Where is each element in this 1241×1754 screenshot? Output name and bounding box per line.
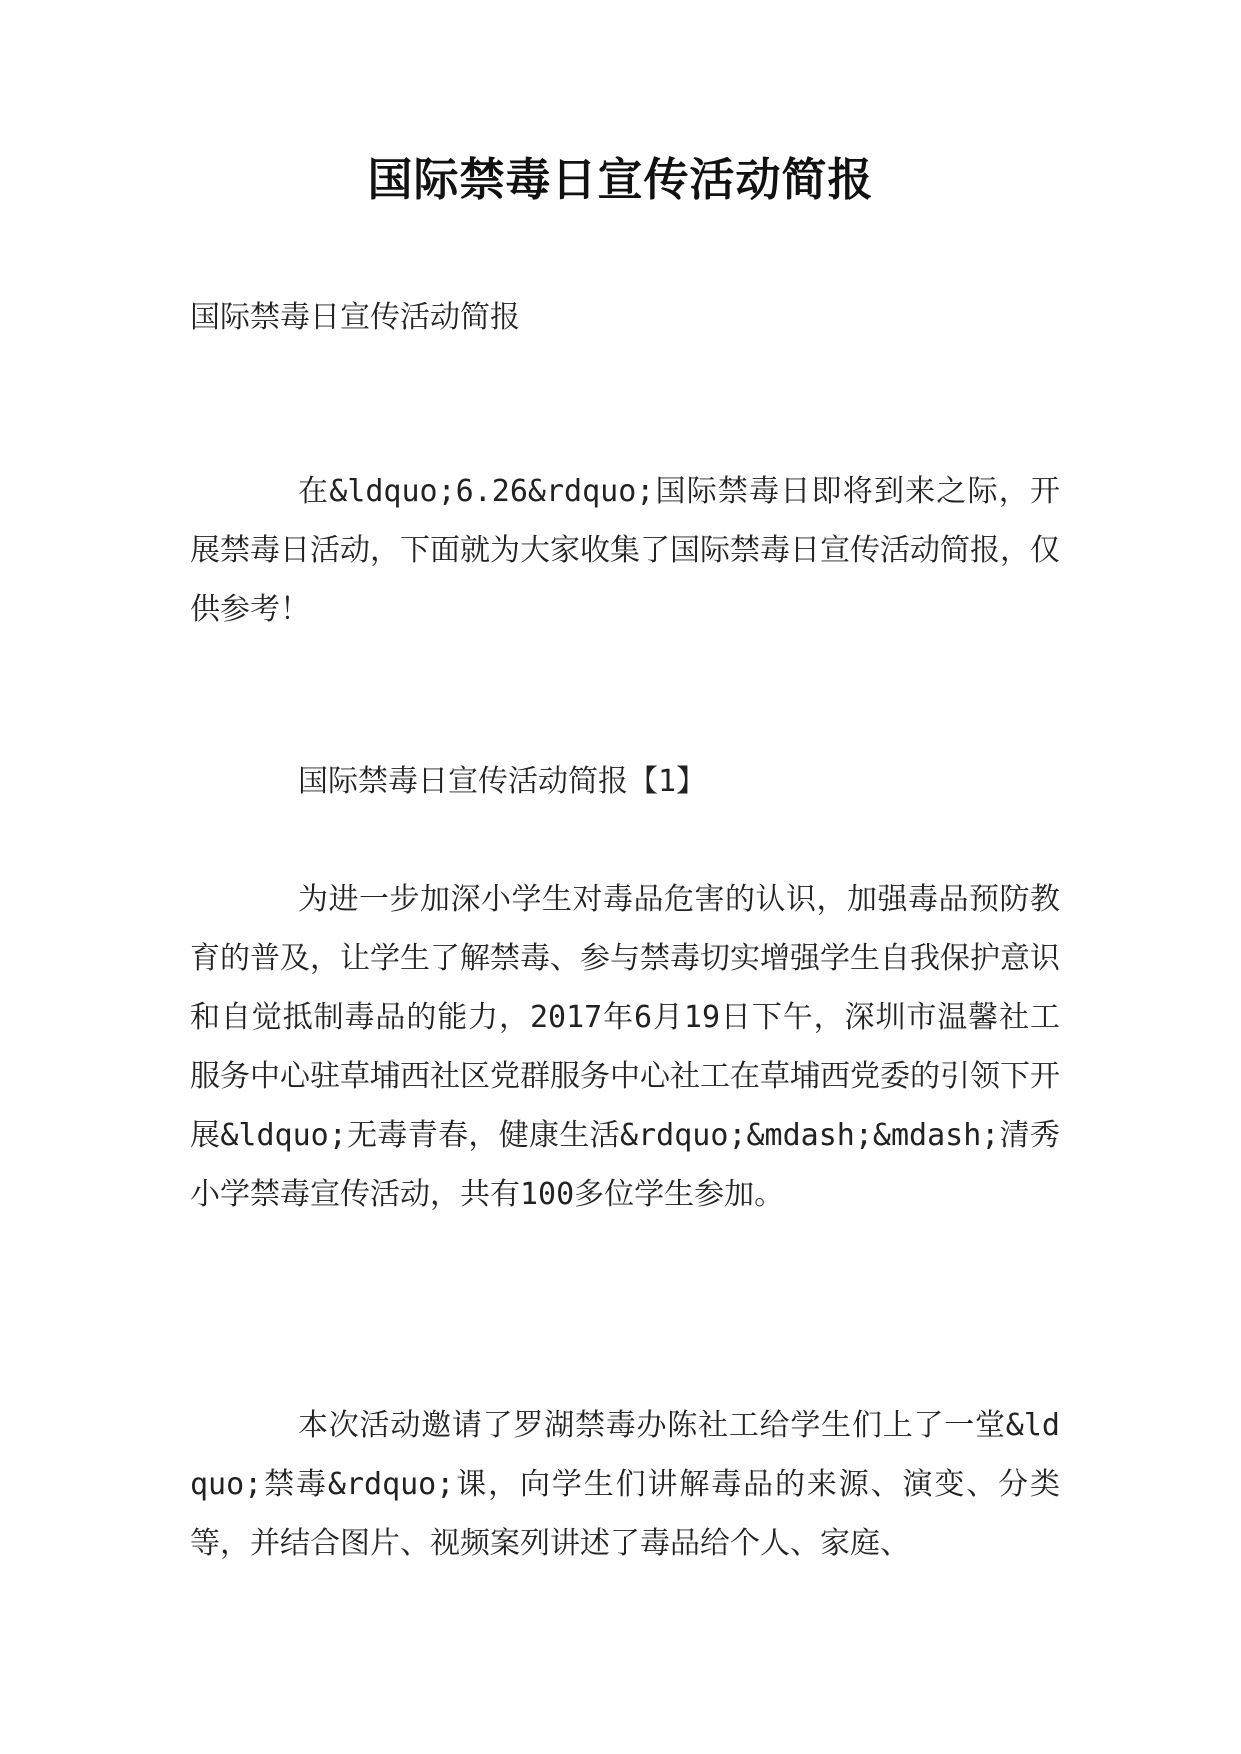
body-paragraph-2: 本次活动邀请了罗湖禁毒办陈社工给学生们上了一堂&ldquo;禁毒&rdquo;课，向学生们讲解毒品的来源、演变、分类等，并结合图片、视频案列讲述了毒品给个人、家庭、 bbox=[190, 1408, 1060, 1561]
body-paragraph-1: 为进一步加深小学生对毒品危害的认识，加强毒品预防教育的普及，让学生了解禁毒、参与禁毒切实增强学生自我保护意识和自觉抵制毒品的能力，2017年6月19日下午，深圳市温馨社工服务中心驻草埔西社区党群服务中心社工在草埔西党委的引领下开展&ldquo;无毒青春，健康生活&rdquo;&mdash;&mdash;清秀小学禁毒宣传活动，共有100多位学生参加。 bbox=[190, 882, 1060, 1212]
document-title: 国际禁毒日宣传活动简报 bbox=[367, 153, 874, 206]
intro-paragraph: 在&ldquo;6.26&rdquo;国际禁毒日即将到来之际，开展禁毒日活动，下面就为大家收集了国际禁毒日宣传活动简报，仅供参考！ bbox=[190, 474, 1060, 627]
document-subtitle: 国际禁毒日宣传活动简报 bbox=[190, 300, 520, 335]
section-heading: 国际禁毒日宣传活动简报【1】 bbox=[298, 764, 707, 799]
